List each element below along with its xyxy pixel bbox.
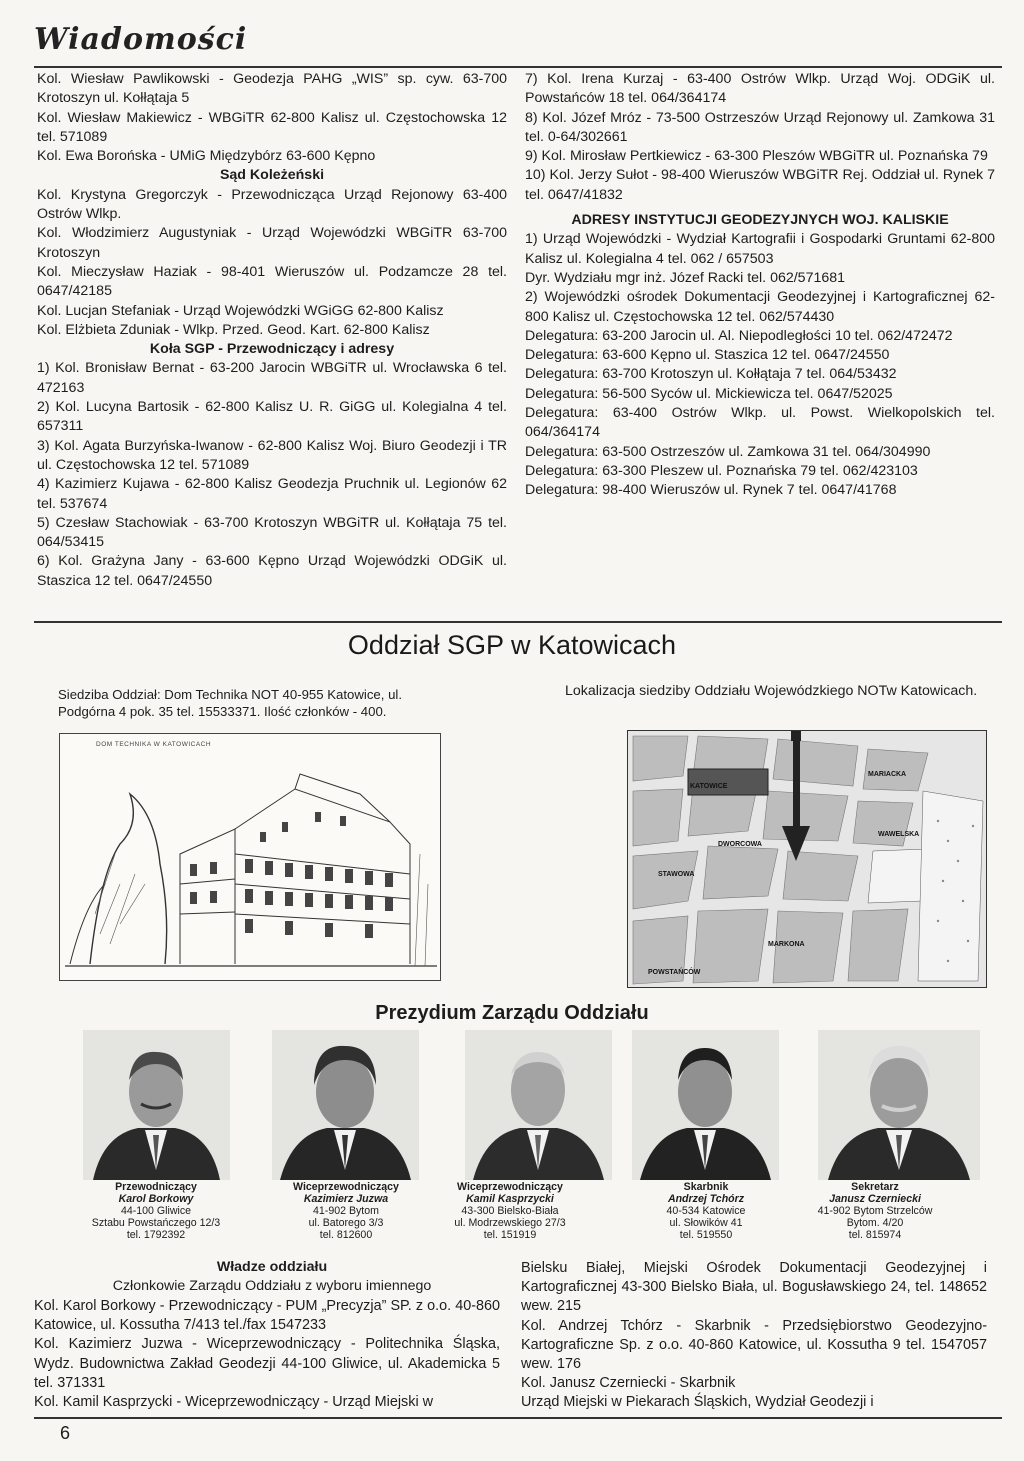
authorities-left-column [34, 1297, 500, 1412]
authority-entry: Kol. Karol Borkowy - Przewodniczący - PUM „Precyzja” SP. z o.o. 40-860 Katowice, ul. Kossutha 7/413 tel./fax 1547233 [34, 1298, 500, 1334]
member-address: Bytom. 4/20 [846, 1217, 904, 1229]
institution-entry: Dyr. Wydziału mgr inż. Józef Racki tel. 062/571681 [525, 269, 846, 286]
circle-entry: 7) Kol. Irena Kurzaj - 63-400 Ostrów Wlkp. Urząd Woj. ODGiK ul. Powstańców 18 tel. 064/364174 [525, 71, 995, 107]
member-entry: Kol. Wiesław Pawlikowski - Geodezja PAHG „WIS” sp. cyw. 63-700 Krotoszyn ul. Kołłątaja 5 [37, 71, 507, 107]
circle-entry: 1) Kol. Bronisław Bernat - 63-200 Jarocin WBGiTR ul. Wrocławska 6 tel. 472163 [37, 360, 507, 396]
presidium-member [795, 1181, 955, 1241]
institution-entry: Delegatura: 63-200 Jarocin ul. Al. Niepodległości 10 tel. 062/472472 [525, 327, 953, 344]
member-role: Skarbnik [683, 1181, 729, 1193]
court-entry: Kol. Mieczysław Haziak - 98-401 Wieruszów ul. Podzamcze 28 tel. 0647/42185 [37, 263, 507, 300]
institution-entry: Delegatura: 63-700 Krotoszyn ul. Kołłątaja 7 tel. 064/53432 [525, 366, 897, 383]
authority-entry: Bielsku Białej, Miejski Ośrodek Dokumentacji Geodezyjnej i Kartograficznej 43-300 Bielsko Biała, ul. Bogusławskiego 24, tel. 148652 wew. 215 [521, 1260, 987, 1315]
map-label: DWORCOWA [718, 841, 762, 848]
institution-entry: Delegatura: 63-600 Kępno ul. Staszica 12 tel. 0647/24550 [525, 347, 890, 364]
authorities-title: Władze oddziału [216, 1259, 328, 1275]
sketch-caption: DOM TECHNIKA W KATOWICACH [96, 741, 212, 748]
map-label: MARKONA [768, 941, 805, 948]
member-entry: Kol. Wiesław Makiewicz - WBGiTR 62-800 Kalisz ul. Częstochowska 12 tel. 571089 [37, 109, 507, 145]
circle-entry: 4) Kazimierz Kujawa - 62-800 Kalisz Geodezja Pruchnik ul. Legionów 62 tel. 537674 [37, 476, 507, 512]
top-rule [34, 66, 1002, 68]
portrait-photo [465, 1030, 612, 1180]
court-entry: Kol. Włodzimierz Augustyniak - Urząd Wojewódzki WBGiTR 63-700 Krotoszyn [37, 225, 507, 261]
member-phone: tel. 151919 [483, 1229, 537, 1241]
member-name: Janusz Czerniecki [829, 1193, 921, 1205]
member-address: ul. Batorego 3/3 [308, 1217, 384, 1229]
institution-entry: Delegatura: 98-400 Wieruszów ul. Rynek 7 tel. 0647/41768 [525, 482, 897, 499]
portrait-photo [632, 1030, 779, 1180]
court-entry: Kol. Lucjan Stefaniak - Urząd Wojewódzki WGiGG 62-800 Kalisz [37, 302, 444, 319]
institution-entry: 1) Urząd Wojewódzki - Wydział Kartografii i Gospodarki Gruntami 62-800 Kalisz ul. Kolegialna 4 tel. 062 / 657503 [525, 231, 995, 267]
circle-entry: 6) Kol. Grażyna Jany - 63-600 Kępno Urząd Wojewódzki ODGiK ul. Staszica 12 tel. 0647/24550 [37, 553, 507, 589]
authority-entry: Kol. Janusz Czerniecki - Skarbnik [521, 1375, 736, 1392]
member-address: 40-534 Katowice [666, 1205, 746, 1217]
portrait-photo [83, 1030, 230, 1180]
member-address: 43-300 Bielsko-Biała [461, 1205, 559, 1217]
member-phone: tel. 815974 [848, 1229, 902, 1241]
court-heading: Sąd Koleżeński [219, 167, 325, 184]
institution-entry: Delegatura: 63-500 Ostrzeszów ul. Zamkowa 31 tel. 064/304990 [525, 443, 931, 460]
map-label: WAWELSKA [878, 831, 920, 838]
court-entry: Kol. Krystyna Gregorczyk - Przewodnicząca Urząd Rejonowy 63-400 Ostrów Wlkp. [37, 186, 507, 223]
authority-entry: Urząd Miejski w Piekarach Śląskich, Wydział Geodezji i [521, 1394, 874, 1411]
section-rule [34, 621, 1002, 623]
member-address: ul. Modrzewskiego 27/3 [454, 1217, 566, 1229]
presidium-member [266, 1181, 426, 1241]
institutions-heading: ADRESY INSTYTUCJI GEODEZYJNYCH WOJ. KALISKIE [571, 212, 949, 229]
map-label: KATOWICE [690, 783, 728, 790]
circle-entry: 2) Kol. Lucyna Bartosik - 62-800 Kalisz U. R. GiGG ul. Kolegialna 4 tel. 657311 [37, 399, 507, 435]
member-name: Andrzej Tchórz [667, 1193, 745, 1205]
member-role: Wiceprzewodniczący [293, 1181, 399, 1193]
building-sketch [59, 733, 441, 981]
map-label: POWSTAŃCÓW [648, 969, 701, 976]
presidium-member [76, 1181, 236, 1241]
member-address: 44-100 Gliwice [120, 1205, 192, 1217]
institution-entry: Delegatura: 63-300 Pleszew ul. Poznańska 79 tel. 062/423103 [525, 462, 918, 479]
authority-entry: Kol. Kazimierz Juzwa - Wiceprzewodniczący - Politechnika Śląska, Wydz. Budownictwa Zakład Geodezji 44-100 Gliwice, ul. Akademicka 5 tel. 371331 [34, 1336, 500, 1391]
member-name: Kamil Kasprzycki [466, 1193, 554, 1205]
building-drawing [60, 734, 441, 981]
map-label: MARIACKA [868, 771, 907, 778]
authority-entry: Kol. Kamil Kasprzycki - Wiceprzewodniczący - Urząd Miejski w [34, 1394, 434, 1411]
location-info: Lokalizacja siedziby Oddziału Wojewódzkiego NOTw Katowicach. [565, 683, 978, 699]
page-number: 6 [60, 1423, 71, 1443]
presidium-title: Prezydium Zarządu Oddziału [375, 1002, 649, 1024]
institution-entry: 2) Wojewódzki ośrodek Dokumentacji Geodezyjnej i Kartograficznej 62-800 Kalisz ul. Częstochowska 12 tel. 062/574430 [525, 289, 995, 325]
court-entry: Kol. Elżbieta Zduniak - Wlkp. Przed. Geod. Kart. 62-800 Kalisz [37, 321, 430, 338]
seat-info: Siedziba Oddział: Dom Technika NOT 40-955 Katowice, ul. Podgórna 4 pok. 35 tel. 15533371. Ilość członków - 400. [58, 687, 403, 719]
authorities-subtitle: Członkowie Zarządu Oddziału z wyboru imiennego [112, 1278, 432, 1294]
authority-entry: Kol. Andrzej Tchórz - Skarbnik - Przedsiębiorstwo Geodezyjno-Kartograficzne Sp. z o.o. 40-860 Katowice, ul. Kossutha 9 tel. 1547057 wew. 176 [521, 1317, 987, 1373]
map-drawing [628, 731, 987, 988]
member-entry: Kol. Ewa Borońska - UMiG Międzybórz 63-600 Kępno [37, 148, 376, 165]
circle-entry: 5) Czesław Stachowiak - 63-700 Krotoszyn WBGiTR ul. Kołłątaja 75 tel. 064/53415 [37, 514, 507, 551]
left-column [37, 70, 507, 591]
member-address: 41-902 Bytom [313, 1205, 379, 1217]
circle-entry: 3) Kol. Agata Burzyńska-Iwanow - 62-800 Kalisz Woj. Biuro Geodezji i TR ul. Częstochowska 12 tel. 571089 [37, 437, 507, 473]
authorities-right-column [521, 1259, 987, 1413]
circle-entry: 10) Kol. Jerzy Sułot - 98-400 Wieruszów WBGiTR Rej. Oddział ul. Rynek 7 tel. 0647/41832 [525, 167, 995, 203]
masthead: Wiadomości [34, 22, 248, 57]
member-address: 41-902 Bytom Strzelców [817, 1205, 933, 1217]
member-role: Wiceprzewodniczący [457, 1181, 563, 1193]
member-phone: tel. 812600 [319, 1229, 373, 1241]
presidium-member [430, 1181, 590, 1241]
institution-entry: Delegatura: 56-500 Syców ul. Mickiewicza tel. 0647/52025 [525, 385, 893, 402]
footer-rule [34, 1417, 1002, 1419]
member-name: Karol Borkowy [118, 1193, 194, 1205]
member-address: ul. Słowików 41 [669, 1217, 743, 1229]
member-phone: tel. 519550 [679, 1229, 733, 1241]
section-title: Oddział SGP w Katowicach [347, 630, 677, 660]
portrait-photo [272, 1030, 419, 1180]
circle-entry: 9) Kol. Mirosław Pertkiewicz - 63-300 Pleszów WBGiTR ul. Poznańska 79 [525, 148, 988, 165]
city-map [627, 730, 987, 988]
member-address: Sztabu Powstańczego 12/3 [91, 1217, 221, 1229]
presidium-member [626, 1181, 786, 1241]
institution-entry: Delegatura: 63-400 Ostrów Wlkp. ul. Powst. Wielkopolskich tel. 064/364174 [525, 405, 995, 441]
member-name: Kazimierz Juzwa [303, 1193, 389, 1205]
map-label: STAWOWA [658, 871, 695, 878]
portrait-photo [818, 1030, 980, 1180]
member-role: Przewodniczący [115, 1181, 197, 1193]
member-phone: tel. 1792392 [126, 1229, 186, 1241]
circle-entry: 8) Kol. Józef Mróz - 73-500 Ostrzeszów Urząd Rejonowy ul. Zamkowa 31 tel. 0-64/302661 [525, 109, 995, 145]
circles-heading: Koła SGP - Przewodniczący i adresy [149, 341, 395, 358]
member-role: Sekretarz [851, 1181, 899, 1193]
right-column [525, 70, 995, 501]
